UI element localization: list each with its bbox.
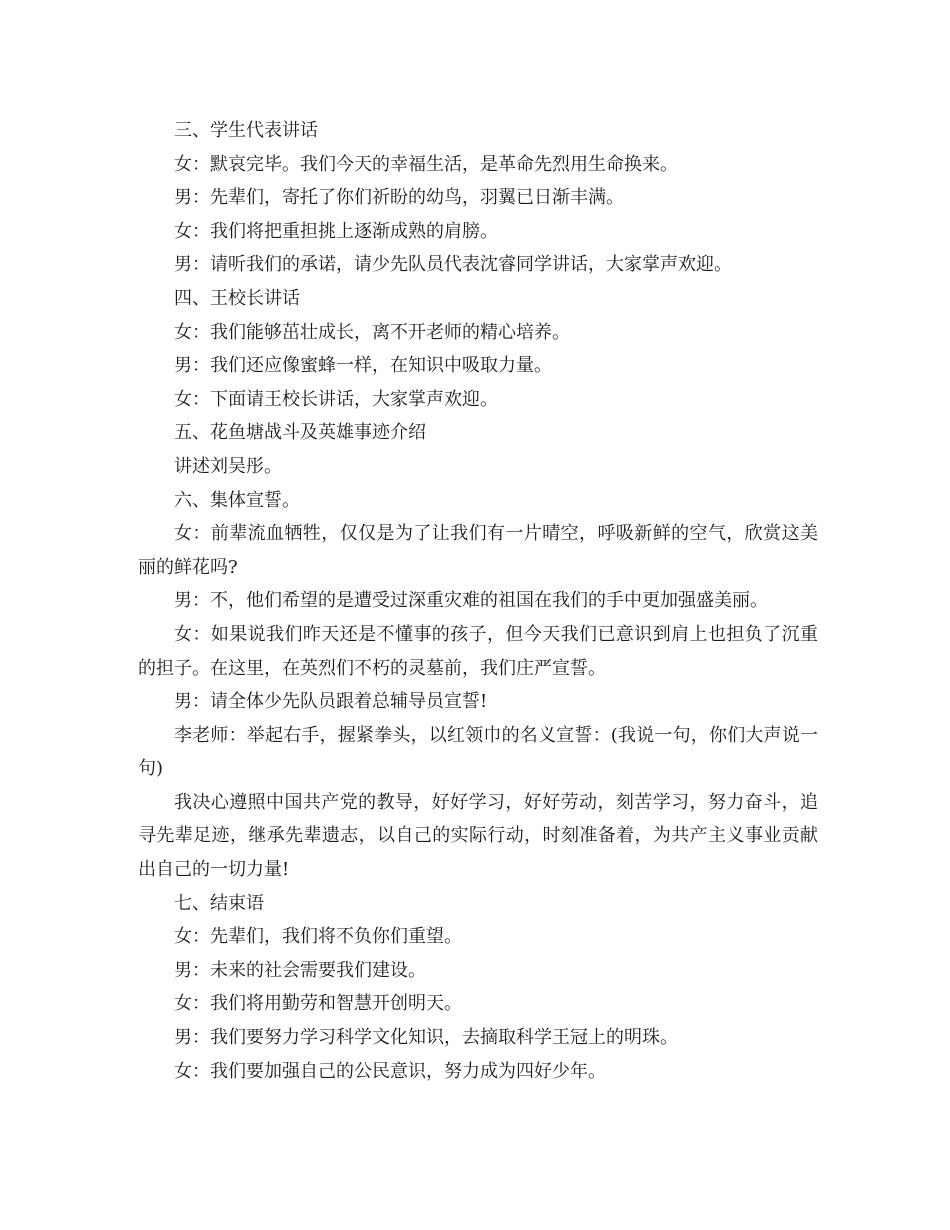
dialogue-line: 男：请听我们的承诺，请少先队员代表沈睿同学讲话，大家掌声欢迎。 — [174, 254, 732, 276]
dialogue-line: 女：我们将用勤劳和智慧开创明天。 — [174, 993, 462, 1015]
dialogue-line: 女：我们将把重担挑上逐渐成熟的肩膀。 — [174, 220, 498, 242]
dialogue-line: 男：我们还应像蜜蜂一样，在知识中吸取力量。 — [174, 355, 552, 377]
document-body — [138, 114, 818, 1088]
dialogue-line: 女：默哀完毕。我们今天的幸福生活，是革命先烈用生命换来。 — [174, 153, 678, 175]
dialogue-line: 男：我们要努力学习科学文化知识，去摘取科学王冠上的明珠。 — [174, 1027, 678, 1049]
dialogue-line: 女：我们要加强自己的公民意识，努力成为四好少年。 — [174, 1060, 606, 1082]
dialogue-line: 男：请全体少先队员跟着总辅导员宣誓! — [174, 691, 488, 713]
dialogue-line: 女：下面请王校长讲话，大家掌声欢迎。 — [174, 388, 498, 410]
section-heading-oath: 六、集体宣誓。 — [174, 489, 300, 511]
dialogue-line: 女：如果说我们昨天还是不懂事的孩子，但今天我们已意识到肩上也担负了沉重的担子。在这里，在英烈们不朽的灵墓前，我们庄严宣誓。 — [138, 623, 818, 679]
section-heading-principal-speech: 四、王校长讲话 — [174, 287, 300, 309]
dialogue-line: 男：先辈们，寄托了你们祈盼的幼鸟，羽翼已日渐丰满。 — [174, 187, 624, 209]
body-paragraph: 讲述刘吴彤。 — [174, 455, 282, 477]
dialogue-line: 女：先辈们，我们将不负你们重望。 — [174, 926, 462, 948]
section-heading-closing: 七、结束语 — [174, 892, 264, 914]
dialogue-line: 男：未来的社会需要我们建设。 — [174, 959, 426, 981]
section-heading-student-speech: 三、学生代表讲话 — [174, 120, 318, 141]
dialogue-line: 女：前辈流血牺牲，仅仅是为了让我们有一片晴空，呼吸新鲜的空气，欣赏这美丽的鲜花吗? — [138, 523, 818, 578]
dialogue-line: 李老师：举起右手，握紧拳头，以红领巾的名义宣誓：(我说一句，你们大声说一句) — [138, 724, 818, 780]
dialogue-line: 女：我们能够茁壮成长，离不开老师的精心培养。 — [174, 321, 570, 343]
oath-text: 我决心遵照中国共产党的教导，好好学习，好好劳动，刻苦学习，努力奋斗，追寻先辈足迹，继承先辈遗志，以自己的实际行动，时刻准备着，为共产主义事业贡献出自己的一切力量! — [138, 791, 818, 881]
dialogue-line: 男：不，他们希望的是遭受过深重灾难的祖国在我们的手中更加强盛美丽。 — [174, 590, 768, 612]
section-heading-hero-story: 五、花鱼塘战斗及英雄事迹介绍 — [174, 422, 426, 444]
